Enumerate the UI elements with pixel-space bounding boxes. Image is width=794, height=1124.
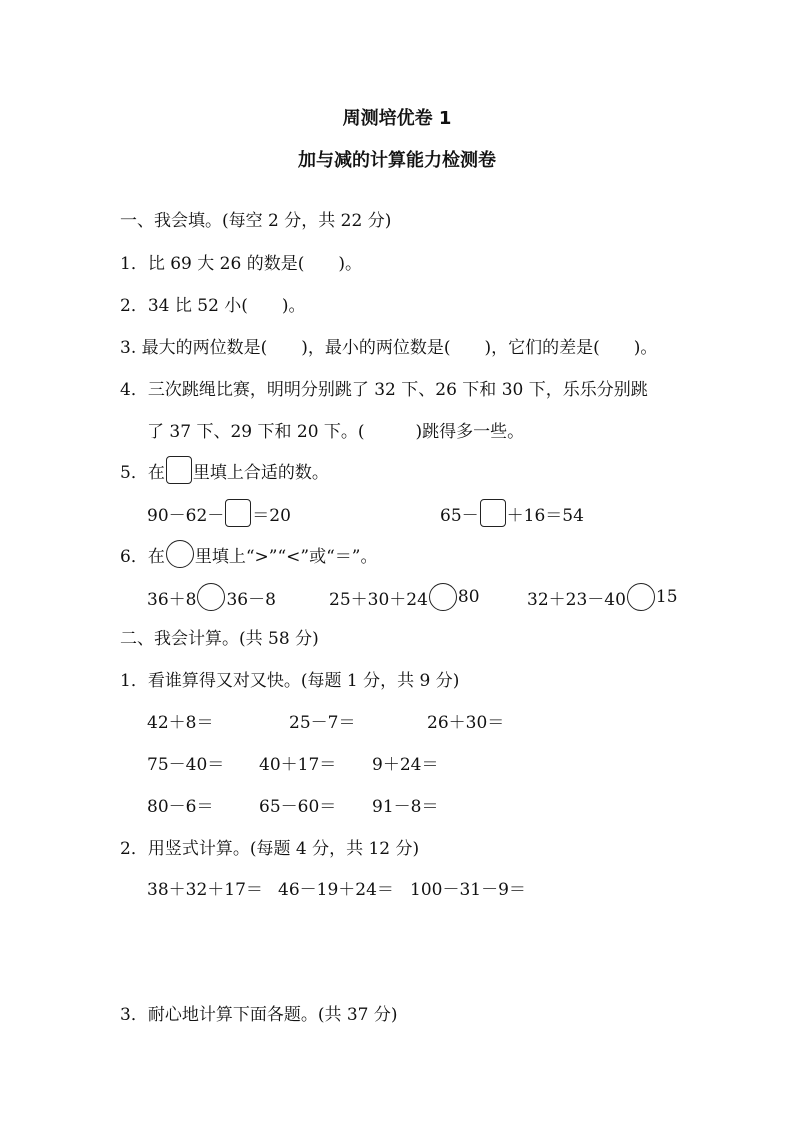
answer-circle-6b[interactable] (429, 583, 457, 611)
calc-item: 80－6＝ (147, 797, 214, 817)
question-5a (147, 498, 291, 528)
question-5-prefix: 5．在 (120, 462, 165, 483)
question-5b (440, 498, 584, 528)
calc-item: 42＋8＝ (147, 713, 214, 733)
calc-item: 65－60＝ (259, 797, 337, 817)
question-5a-left: 90－62－ (147, 505, 225, 526)
calc-item: 26＋30＝ (427, 713, 505, 733)
part3-heading: 3．耐心地计算下面各题。(共 37 分) (120, 1005, 398, 1025)
vertical-calc-item: 100－31－9＝ (410, 880, 526, 900)
answer-circle-6c[interactable] (627, 583, 655, 611)
calc-item: 25－7＝ (289, 713, 356, 733)
section2-heading: 二、我会计算。(共 58 分) (120, 629, 319, 649)
question-6c-right: 15 (655, 587, 678, 607)
question-1: 1．比 69 大 26 的数是( )。 (120, 254, 362, 274)
question-6c-left: 32＋23－40 (527, 589, 626, 610)
question-5b-left: 65－ (440, 505, 479, 526)
question-4-line1: 4．三次跳绳比赛，明明分别跳了 32 下、26 下和 30 下，乐乐分别跳 (120, 380, 648, 400)
question-6a (147, 582, 276, 612)
answer-circle-6a[interactable] (197, 583, 225, 611)
question-3: 3. 最大的两位数是( )，最小的两位数是( )，它们的差是( )。 (120, 338, 658, 358)
question-6b-right: 80 (457, 587, 480, 607)
answer-box-icon (166, 456, 192, 484)
question-6a-right: 36－8 (226, 589, 276, 610)
question-5 (120, 455, 329, 485)
section1-heading: 一、我会填。(每空 2 分，共 22 分) (120, 211, 392, 231)
question-6c (527, 582, 678, 612)
worksheet-subtitle: 加与减的计算能力检测卷 (298, 150, 496, 171)
calc-item: 75－40＝ (147, 755, 225, 775)
answer-box-5b[interactable] (480, 499, 506, 527)
vertical-calc-item: 38＋32＋17＝ (147, 880, 263, 900)
question-2: 2．34 比 52 小( )。 (120, 296, 306, 316)
question-6a-left: 36＋8 (147, 589, 197, 610)
calc-item: 9＋24＝ (372, 755, 439, 775)
question-6b-left: 25＋30＋24 (329, 589, 428, 610)
worksheet-title: 周测培优卷 1 (342, 108, 452, 129)
question-6b (329, 582, 480, 612)
vertical-calc-item: 46－19＋24＝ (278, 880, 394, 900)
question-5b-right: ＋16＝54 (506, 505, 584, 526)
part2-heading: 2．用竖式计算。(每题 4 分，共 12 分) (120, 839, 420, 859)
calc-item: 40＋17＝ (259, 755, 337, 775)
question-5-suffix: 里填上合适的数。 (192, 462, 329, 483)
calc-item: 91－8＝ (372, 797, 439, 817)
part1-heading: 1．看谁算得又对又快。(每题 1 分，共 9 分) (120, 671, 460, 691)
question-4-line2: 了 37 下、29 下和 20 下。( )跳得多一些。 (147, 422, 525, 442)
question-6-prefix: 6．在 (120, 546, 165, 567)
question-5a-right: ＝20 (252, 505, 291, 526)
answer-circle-icon (166, 540, 194, 568)
question-6 (120, 539, 377, 569)
question-6-suffix: 里填上“>”“<”或“＝”。 (194, 546, 378, 567)
answer-box-5a[interactable] (225, 499, 251, 527)
